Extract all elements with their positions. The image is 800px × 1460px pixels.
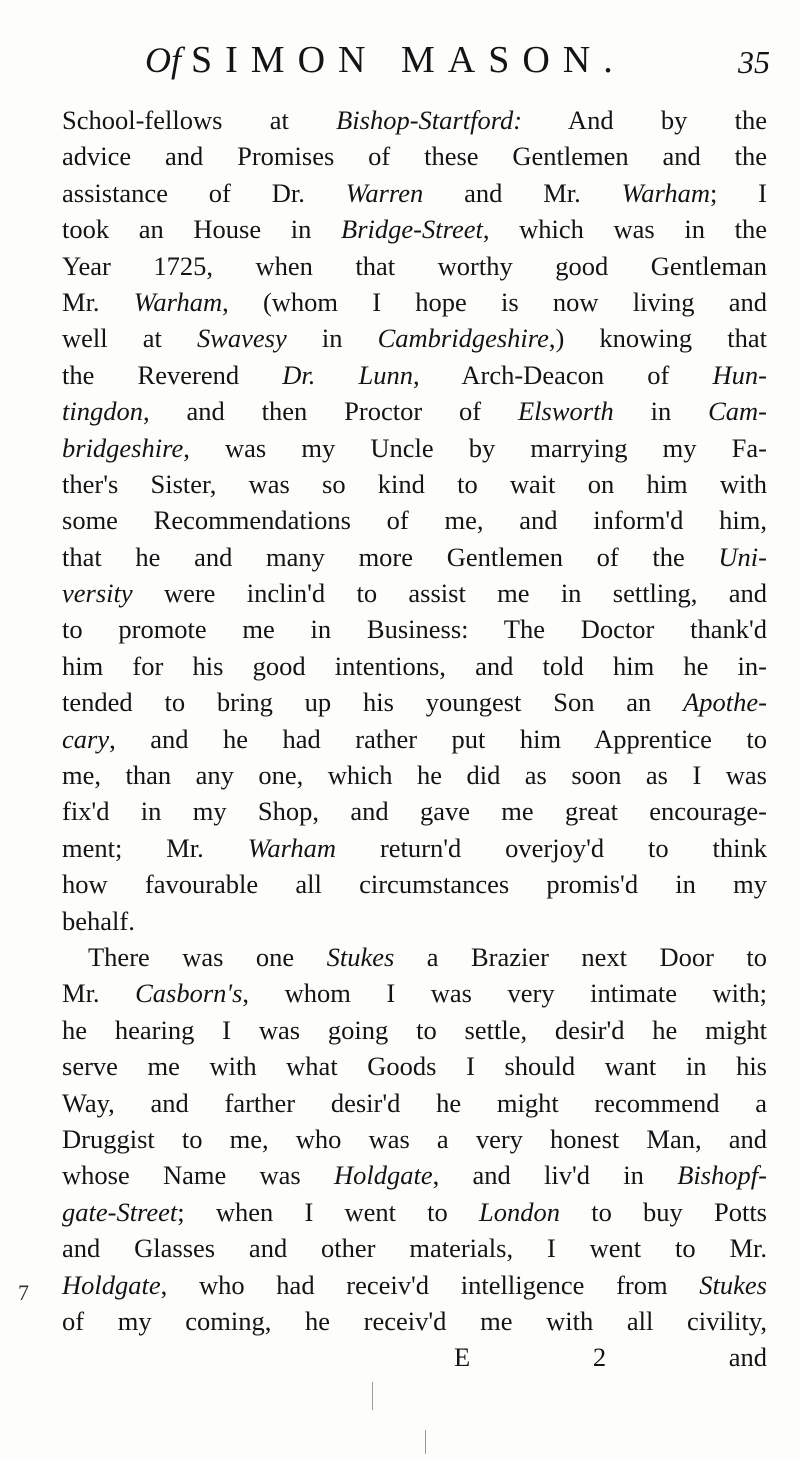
text-run: assistance of Dr. bbox=[62, 177, 346, 208]
text-run: the Reverend bbox=[62, 359, 283, 390]
signature-mark: E 2 bbox=[454, 1342, 607, 1373]
italic-run: Stukes bbox=[699, 1269, 767, 1300]
text-line bbox=[62, 284, 767, 320]
text-run: some Recommendations of me, and inform'd him, bbox=[62, 505, 767, 536]
text-run: , and he had rather put him Apprentice to bbox=[109, 723, 767, 754]
text-run: and Mr. bbox=[423, 177, 622, 208]
italic-run: Cam- bbox=[708, 396, 767, 427]
italic-run: cary bbox=[62, 723, 110, 754]
text-line bbox=[62, 1157, 767, 1193]
text-run: ther's Sister, was so kind to wait on him with bbox=[62, 468, 767, 499]
italic-run: versity bbox=[62, 578, 133, 609]
italic-run: Warren bbox=[345, 177, 424, 208]
italic-run: London bbox=[479, 1196, 560, 1227]
catch-line bbox=[62, 1339, 767, 1375]
text-run: , whom I was very intimate with; bbox=[242, 978, 767, 1009]
title-name: SIMON MASON. bbox=[191, 39, 626, 81]
text-run: were inclin'd to assist me in settling, and bbox=[132, 578, 767, 609]
text-line bbox=[62, 866, 767, 902]
text-line bbox=[62, 939, 767, 975]
italic-run: Bishopf- bbox=[677, 1160, 767, 1191]
text-run: a Brazier next Door to bbox=[394, 941, 767, 972]
scan-speck bbox=[372, 1382, 373, 1410]
italic-run: bridgeshire bbox=[62, 432, 184, 463]
text-run: serve me with what Goods I should want in his bbox=[62, 1051, 767, 1082]
text-run: , was my Uncle by marrying my Fa- bbox=[183, 432, 767, 463]
italic-run: gate-Street bbox=[62, 1196, 178, 1227]
text-line bbox=[62, 793, 767, 829]
text-line bbox=[62, 575, 767, 611]
text-line bbox=[62, 102, 767, 138]
italic-run: Warham bbox=[247, 832, 337, 863]
italic-run: Uni- bbox=[718, 541, 767, 572]
text-line bbox=[62, 430, 767, 466]
text-line bbox=[62, 648, 767, 684]
scan-speck bbox=[425, 1430, 426, 1454]
text-line bbox=[62, 466, 767, 502]
text-run: and Glasses and other materials, I went to Mr. bbox=[62, 1233, 767, 1264]
text-run: , and liv'd in bbox=[432, 1160, 678, 1191]
italic-run: Holdgate bbox=[334, 1160, 433, 1191]
text-line bbox=[62, 1012, 767, 1048]
text-run: took an House in bbox=[62, 214, 342, 245]
text-line bbox=[62, 320, 767, 356]
text-line bbox=[62, 1230, 767, 1266]
text-run: to buy Potts bbox=[560, 1196, 767, 1227]
text-run: return'd overjoy'd to think bbox=[336, 832, 767, 863]
text-line bbox=[62, 684, 767, 720]
text-run: advice and Promises of these Gentlemen and the bbox=[62, 141, 767, 172]
italic-run: Casborn's bbox=[135, 978, 243, 1009]
text-line bbox=[62, 502, 767, 538]
text-line bbox=[62, 248, 767, 284]
text-run: , who had receiv'd intelligence from bbox=[160, 1269, 700, 1300]
text-run: him for his good intentions, and told him he in- bbox=[62, 650, 767, 681]
italic-run: Holdgate bbox=[62, 1269, 161, 1300]
text-run: ,) knowing that bbox=[548, 323, 768, 354]
italic-run: Cambridgeshire bbox=[377, 323, 549, 354]
text-line bbox=[62, 1048, 767, 1084]
text-run: ; when I went to bbox=[177, 1196, 479, 1227]
italic-run: Bridge-Street bbox=[341, 214, 483, 245]
running-title bbox=[145, 38, 626, 82]
text-run: behalf. bbox=[62, 905, 135, 936]
italic-run: Bishop-Startford: bbox=[336, 105, 523, 135]
text-line bbox=[62, 357, 767, 393]
italic-run: Apothe- bbox=[683, 687, 767, 718]
text-line bbox=[62, 611, 767, 647]
italic-run: tingdon bbox=[62, 396, 143, 427]
text-run: School-fellows at bbox=[62, 105, 337, 135]
text-run: that he and many more Gentlemen of the bbox=[62, 541, 719, 572]
text-line bbox=[62, 757, 767, 793]
text-run: whose Name was bbox=[62, 1160, 334, 1191]
text-run: well at bbox=[62, 323, 197, 354]
text-line bbox=[62, 175, 767, 211]
text-run: how favourable all circumstances promis'd in my bbox=[62, 869, 767, 900]
text-run: There was one bbox=[88, 941, 327, 972]
text-line bbox=[62, 975, 767, 1011]
text-line bbox=[62, 830, 767, 866]
italic-run: Dr. Lunn bbox=[282, 359, 414, 390]
text-line bbox=[62, 1303, 767, 1339]
text-run: Way, and farther desir'd he might recommend a bbox=[62, 1087, 767, 1118]
text-run: , (whom I hope is now living and bbox=[222, 286, 767, 317]
text-line bbox=[62, 1085, 767, 1121]
body-text bbox=[62, 102, 767, 1376]
text-run: of my coming, he receiv'd me with all civility, bbox=[62, 1305, 767, 1336]
text-run: Mr. bbox=[62, 978, 136, 1009]
text-line bbox=[62, 1194, 767, 1230]
text-run: ; I bbox=[709, 177, 767, 208]
text-line bbox=[62, 903, 767, 939]
margin-mark: 7 bbox=[18, 1280, 29, 1305]
text-line bbox=[62, 211, 767, 247]
text-line bbox=[62, 539, 767, 575]
text-run: And by the bbox=[522, 105, 767, 135]
catchword: and bbox=[728, 1342, 768, 1373]
italic-run: Stukes bbox=[326, 941, 395, 972]
text-run: , Arch-Deacon of bbox=[413, 359, 713, 390]
text-line bbox=[62, 393, 767, 429]
italic-run: Elsworth bbox=[518, 396, 614, 427]
text-line bbox=[62, 1267, 767, 1303]
text-run: Mr. bbox=[62, 286, 134, 317]
text-run: me, than any one, which he did as soon as I was bbox=[62, 760, 767, 791]
text-run: Druggist to me, who was a very honest Man, and bbox=[62, 1123, 767, 1154]
italic-run: Warham bbox=[621, 177, 710, 208]
text-run: in bbox=[613, 396, 709, 427]
text-run: fix'd in my Shop, and gave me great encourage- bbox=[62, 796, 767, 827]
italic-run: Warham bbox=[133, 286, 223, 317]
running-header bbox=[115, 38, 770, 88]
text-line bbox=[62, 721, 767, 757]
text-run: , which was in the bbox=[482, 214, 768, 245]
text-line bbox=[62, 138, 767, 174]
italic-run: Hun- bbox=[712, 359, 767, 390]
italic-run: Swavesy bbox=[196, 323, 287, 354]
text-run: in bbox=[286, 323, 378, 354]
text-run: he hearing I was going to settle, desir'd he might bbox=[62, 1014, 767, 1045]
text-run: tended to bring up his youngest Son an bbox=[62, 687, 684, 718]
page-number: 35 bbox=[738, 44, 770, 80]
text-run: ment; Mr. bbox=[62, 832, 248, 863]
text-run: , and then Proctor of bbox=[142, 396, 518, 427]
title-prefix: Of bbox=[145, 40, 181, 80]
text-run: Year 1725, when that worthy good Gentleman bbox=[62, 250, 767, 281]
text-line bbox=[62, 1121, 767, 1157]
text-run: to promote me in Business: The Doctor thank'd bbox=[62, 614, 767, 645]
